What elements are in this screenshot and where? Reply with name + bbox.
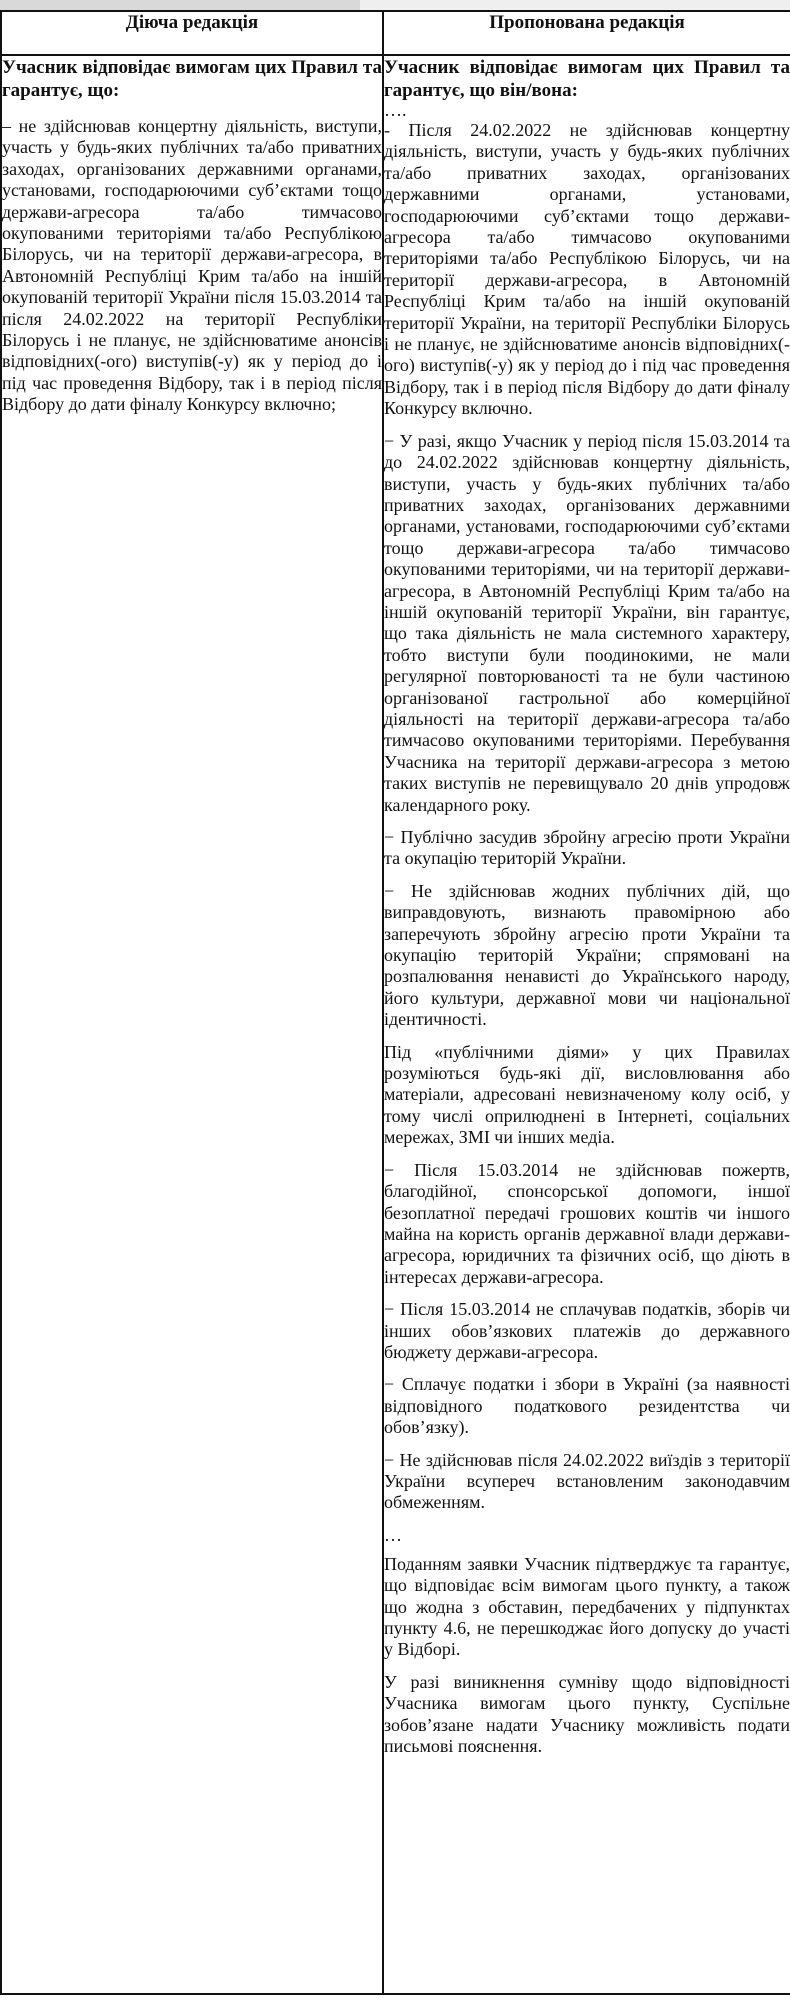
proposed-paragraph: − У разі, якщо Учасник у період після 15.03.2014 та до 24.02.2022 здійснював концертну діяльність, виступи, участь у будь-яких публічних та/або приватних заходах, організованих державними органами, установами, господарюючими суб’єктами тощо держави-агресора та/або тимчасово окупованими територіями, чи на території держави-агресора, в Автономній Республіці Крим та/або на іншій окупованій території України, він гарантує, що така діяльність не мала системного характеру, тобто виступи були поодинокими, не мали регулярної повторюваності та не були частиною організованої гастрольної або комерційної діяльності на території держави-агресора та/або тимчасово окупованими територіями. Перебування Учасника на території держави-агресора з метою таких виступів не перевищувало 20 днів упродовж календарного року. [384,430,790,815]
ellipsis-middle: … [384,1524,402,1545]
current-lead-text: Учасник відповідає вимогам цих Правил та гарантує, що: [2,57,382,101]
proposed-paragraph: − Після 15.03.2014 не здійснював пожертв, благодійної, спонсорської допомоги, іншої безоплатної передачі грошових коштів чи іншого майна на користь органів державної влади держави-агресора, юридичних та фізичних осіб, що діють в інтересах держави-агресора. [384,1159,790,1287]
top-scroll-strip [0,0,360,10]
proposed-edition-cell [383,55,790,1994]
proposed-lead-text: Учасник відповідає вимогам цих Правил та гарантує, що він/вона: [384,57,790,101]
proposed-closing-paragraph: Поданням заявки Учасник підтверджує та гарантує, що відповідає всім вимогам цього пункту, а також що жодна з обставин, передбачених у підпунктах пункту 4.6, не перешкоджає його допуску до участі у Відборі. [384,1553,790,1660]
proposed-paragraph: - Після 24.02.2022 не здійснював концертну діяльність, виступи, участь у будь-яких публічних та/або приватних заходах, організованих державними органами, установами, господарюючими суб’єктами тощо держави-агресора та/або тимчасово окупованими територіями та/або Республікою Білорусь, чи на території держави-агресора, в Автономній Республіці Крим та/або на іншій окупованій території України, на території Республіки Білорусь і не планує, не здійснюватиме анонсів відповідних(-ого) виступів(-у) як у період до і під час проведення Відбору, так і в період після Відбору до дати фіналу Конкурсу включно. [384,120,790,419]
proposed-closing-paragraph: У разі виникнення сумніву щодо відповідності Учасника вимогам цього пункту, Суспільне зобов’язане надати Учаснику можливість подати письмові пояснення. [384,1671,790,1757]
proposed-paragraph: − Не здійснював після 24.02.2022 виїздів з території України всупереч встановленим законодавчим обмеженням. [384,1449,790,1513]
comparison-table [0,10,790,1995]
current-paragraph: – не здійснював концертну діяльність, виступи, участь у будь-яких публічних та/або приватних заходах, організованих державними органами, установами, господарюючими суб’єктами тощо держави-агресора та/або тимчасово окупованими територіями та/або Республікою Білорусь, чи на території держави-агресора, в Автономній Республіці Крим та/або на іншій окупованій території України після 15.03.2014 та після 24.02.2022 на території Республіки Білорусь і не планує, не здійснюватиме анонсів відповідних(-ого) виступів(-у) як у період до і під час проведення Відбору, так і в період після Відбору до дати фіналу Конкурсу включно; [2,116,382,415]
proposed-paragraph: − Публічно засудив збройну агресію проти України та окупацію територій України. [384,827,790,869]
table-header-row [1,11,790,55]
header-current-edition: Діюча редакція [1,11,383,55]
header-proposed-edition: Пропонована редакція [383,11,790,55]
proposed-paragraph: − Після 15.03.2014 не сплачував податків, зборів чи інших обов’язкових платежів до державного бюджету держави-агресора. [384,1299,790,1362]
proposed-paragraph: Під «публічними діями» у цих Правилах розуміються будь-які дії, висловлювання або матеріали, адресовані невизначеному колу осіб, у тому числі оприлюднені в Інтернеті, соціальних мережах, ЗМІ чи інших медіа. [384,1041,790,1148]
table-row [1,55,790,1994]
top-scroll-strip-light [360,0,790,10]
proposed-paragraph: − Сплачує податки і збори в Україні (за наявності відповідного податкового резидентства чи обов’язку). [384,1374,790,1438]
ellipsis-top: …. [384,100,407,120]
proposed-paragraph: − Не здійснював жодних публічних дій, що виправдовують, визнають правомірною або заперечують збройну агресію проти України та окупацію територій України; спрямовані на розпалювання ненависті до Українського народу, його культури, державної мови чи національної ідентичності. [384,880,790,1030]
current-edition-cell [1,55,383,1994]
